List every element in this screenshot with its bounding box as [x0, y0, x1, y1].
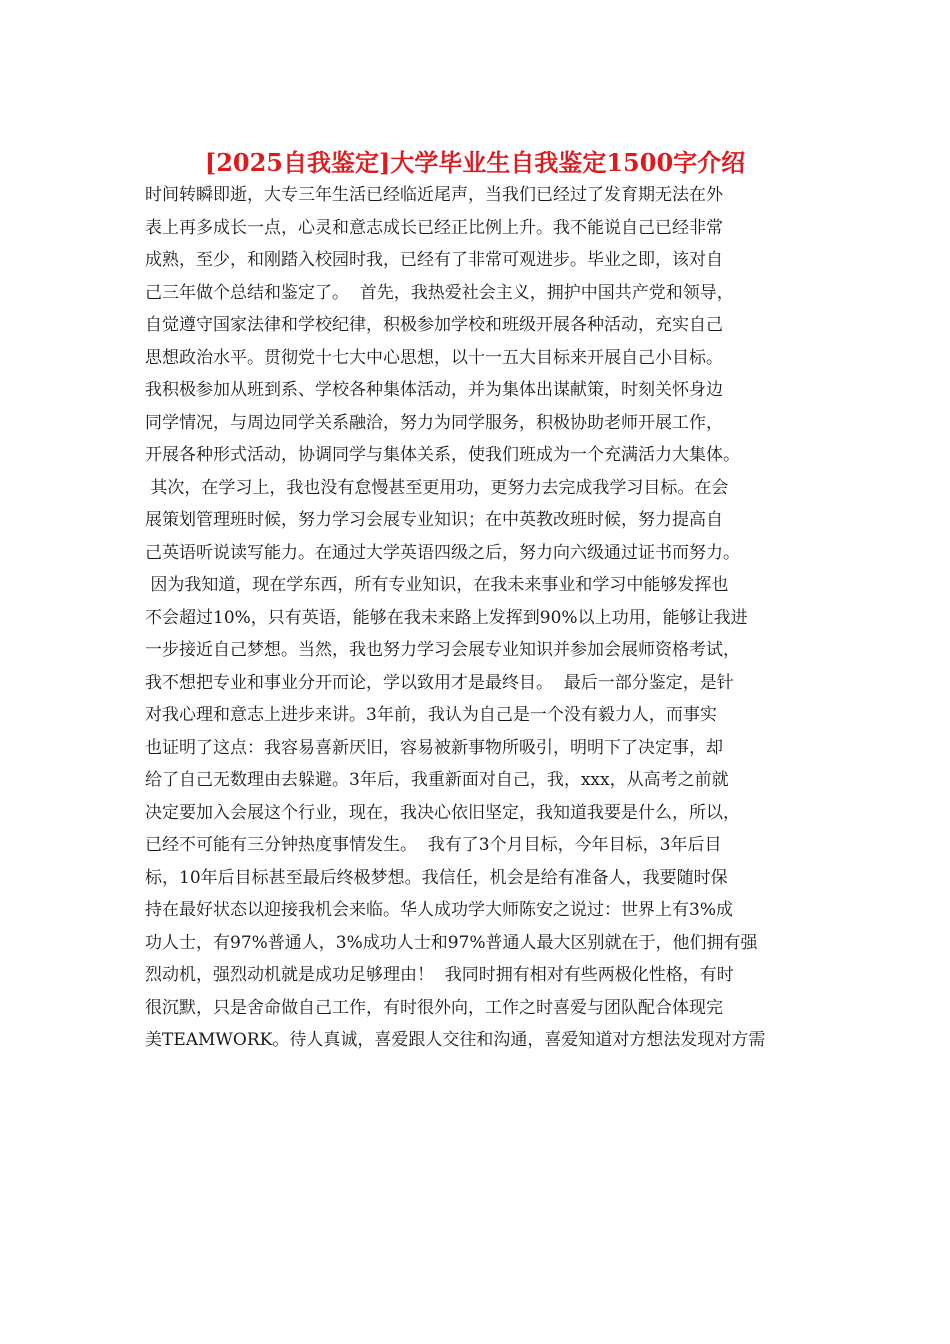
- body-line: 烈动机，强烈动机就是成功足够理由！ 我同时拥有相对有些两极化性格，有时: [145, 965, 734, 985]
- body-line: 美TEAMWORK。待人真诚，喜爱跟人交往和沟通，喜爱知道对方想法发现对方需: [145, 1030, 766, 1050]
- document-title: [2025自我鉴定]大学毕业生自我鉴定1500字介绍: [204, 148, 746, 177]
- body-line: 己英语听说读写能力。在通过大学英语四级之后，努力向六级通过证书而努力。: [145, 542, 740, 563]
- body-line: 展策划管理班时候，努力学习会展专业知识；在中英教改班时候，努力提高自: [145, 510, 723, 530]
- body-line: 开展各种形式活动，协调同学与集体关系，使我们班成为一个充满活力大集体。: [145, 445, 740, 465]
- body-line: 已经不可能有三分钟热度事情发生。 我有了3个月目标，今年目标，3年后目: [145, 835, 722, 855]
- body-line: 我不想把专业和事业分开而论，学以致用才是最终目。 最后一部分鉴定，是针: [145, 672, 734, 693]
- body-line: 同学情况，与周边同学关系融洽，努力为同学服务，积极协助老师开展工作，: [145, 412, 723, 433]
- body-line: 己三年做个总结和鉴定了。 首先，我热爱社会主义，拥护中国共产党和领导，: [145, 282, 734, 303]
- body-line: 我积极参加从班到系、学校各种集体活动，并为集体出谋献策，时刻关怀身边: [145, 380, 723, 400]
- body-line: 思想政治水平。贯彻党十七大中心思想，以十一五大目标来开展自己小目标。: [145, 347, 723, 368]
- body-line: 标，10年后目标甚至最后终极梦想。我信任，机会是给有准备人，我要随时保: [145, 867, 728, 888]
- body-line: 持在最好状态以迎接我机会来临。华人成功学大师陈安之说过：世界上有3%成: [145, 900, 733, 920]
- body-line: 很沉默，只是舍命做自己工作，有时很外向，工作之时喜爱与团队配合体现完: [145, 997, 723, 1018]
- body-line: 表上再多成长一点，心灵和意志成长已经正比例上升。我不能说自己已经非常: [145, 217, 723, 238]
- body-line: 成熟，至少，和刚踏入校园时我，已经有了非常可观进步。毕业之即，该对自: [145, 250, 723, 270]
- body-line: 自觉遵守国家法律和学校纪律，积极参加学校和班级开展各种活动，充实自己: [145, 315, 723, 335]
- body-line: 一步接近自己梦想。当然，我也努力学习会展专业知识并参加会展师资格考试，: [145, 640, 740, 660]
- body-line: 对我心理和意志上进步来讲。3年前，我认为自己是一个没有毅力人，而事实: [145, 705, 717, 725]
- body-line: 其次，在学习上，我也没有怠慢甚至更用功，更努力去完成我学习目标。在会: [145, 477, 729, 498]
- body-line: 不会超过10%，只有英语，能够在我未来路上发挥到90%以上功用，能够让我进: [145, 607, 748, 628]
- document-body: [145, 179, 807, 1057]
- body-line: 时间转瞬即逝，大专三年生活已经临近尾声，当我们已经过了发育期无法在外: [145, 185, 723, 205]
- body-line: 给了自己无数理由去躲避。3年后，我重新面对自己，我，xxx，从高考之前就: [145, 770, 729, 790]
- body-line: 决定要加入会展这个行业，现在，我决心依旧坚定，我知道我要是什么，所以，: [145, 802, 740, 823]
- body-line: 也证明了这点：我容易喜新厌旧，容易被新事物所吸引，明明下了决定事，却: [145, 737, 723, 758]
- body-line: 因为我知道，现在学东西，所有专业知识，在我未来事业和学习中能够发挥也: [145, 575, 729, 595]
- body-line: 功人士，有97%普通人，3%成功人士和97%普通人最大区别就在于，他们拥有强: [145, 932, 758, 953]
